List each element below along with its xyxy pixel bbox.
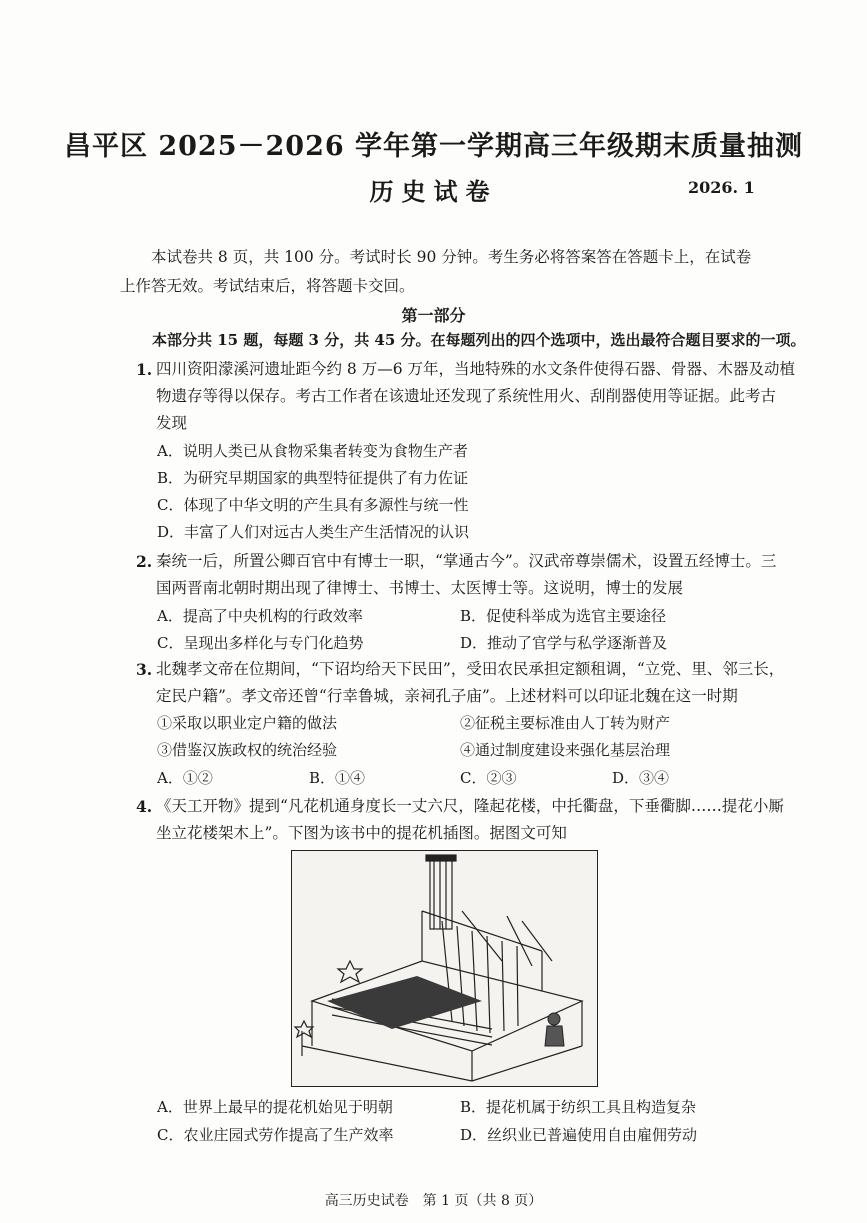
exam-instructions: 本试卷共 8 页，共 100 分。考试时长 90 分钟。考生务必将答案答在答题卡上，在试卷上作答无效。考试结束后，将答题卡交回。 xyxy=(120,248,752,295)
option-a[interactable]: A．①② xyxy=(157,769,213,787)
option-b[interactable]: B．促使科举成为选官主要途径 xyxy=(460,607,667,625)
question-number: 2. xyxy=(136,552,153,571)
section-instruction: 本部分共 15 题，每题 3 分，共 45 分。在每题列出的四个选项中，选出最符合题目要求的一项。 xyxy=(152,331,806,349)
loom-drawing xyxy=(292,851,597,1086)
section-title: 第一部分 xyxy=(401,306,466,325)
question-stem-line: 《天工开物》提到“凡花机通身度长一丈六尺，隆起花楼，中托衢盘，下垂衢脚……提花小厮 xyxy=(156,797,784,815)
question-stem-line: 定民户籍”。孝文帝还曾“行幸鲁城，亲祠孔子庙”。上述材料可以印证北魏在这一时期 xyxy=(156,687,738,705)
option-d[interactable]: D．丝织业已普遍使用自由雇佣劳动 xyxy=(460,1126,698,1144)
option-a[interactable]: A．说明人类已从食物采集者转变为食物生产者 xyxy=(157,442,468,460)
exam-title: 昌平区 2025－2026 学年第一学期高三年级期末质量抽测 xyxy=(63,131,804,162)
exam-subject: 历史试卷 xyxy=(369,177,498,206)
ratchet-wheel xyxy=(338,961,362,982)
option-d[interactable]: D．推动了官学与私学逐渐普及 xyxy=(460,634,668,652)
option-a[interactable]: A．提高了中央机构的行政效率 xyxy=(157,607,363,625)
statement-3: ③借鉴汉族政权的统治经验 xyxy=(157,741,338,759)
drawloom-illustration xyxy=(291,850,598,1087)
woven-cloth xyxy=(327,976,482,1029)
loom-tower xyxy=(430,859,452,929)
question-stem-line: 发现 xyxy=(156,414,188,432)
question-stem-line: 北魏孝文帝在位期间，“下诏均给天下民田”，受田农民承担定额租调，“立党、里、邻三长， xyxy=(156,660,785,678)
option-c[interactable]: C．体现了中华文明的产生具有多源性与统一性 xyxy=(157,496,469,514)
option-c[interactable]: C．呈现出多样化与专门化趋势 xyxy=(157,634,364,652)
exam-date: 2026. 1 xyxy=(688,178,755,197)
option-b[interactable]: B．提花机属于纺织工具且构造复杂 xyxy=(460,1098,697,1116)
question-stem-line: 秦统一后，所置公卿百官中有博士一职，“掌通古今”。汉武帝尊崇儒术，设置五经博士。三 xyxy=(156,552,777,570)
option-c[interactable]: C．②③ xyxy=(460,769,517,787)
question-number: 4. xyxy=(136,797,153,816)
question-stem-line: 物遗存等得以保存。考古工作者在该遗址还发现了系统性用火、刮削器使用等证据。此考古 xyxy=(156,387,777,405)
statement-1: ①采取以职业定户籍的做法 xyxy=(157,714,338,732)
option-b[interactable]: B．为研究早期国家的典型特征提供了有力佐证 xyxy=(157,469,469,487)
question-stem-line: 坐立花楼架木上”。下图为该书中的提花机插图。据图文可知 xyxy=(156,824,567,842)
option-c[interactable]: C．农业庄园式劳作提高了生产效率 xyxy=(157,1126,394,1144)
option-d[interactable]: D．丰富了人们对远古人类生产生活情况的认识 xyxy=(157,523,470,541)
option-b[interactable]: B．①④ xyxy=(309,769,366,787)
question-stem-line: 四川资阳濛溪河遗址距今约 8 万—6 万年，当地特殊的水文条件使得石器、骨器、木器及动植 xyxy=(156,360,796,378)
statement-4: ④通过制度建设来强化基层治理 xyxy=(460,741,671,759)
question-number: 3. xyxy=(136,660,153,679)
ratchet-wheel xyxy=(295,1021,313,1037)
option-d[interactable]: D．③④ xyxy=(612,769,670,787)
statement-2: ②征税主要标准由人丁转为财产 xyxy=(460,714,671,732)
page-footer: 高三历史试卷 第 1 页（共 8 页） xyxy=(324,1193,543,1209)
weaver-figure xyxy=(548,1013,560,1025)
option-a[interactable]: A．世界上最早的提花机始见于明朝 xyxy=(157,1098,393,1116)
question-stem-line: 国两晋南北朝时期出现了律博士、书博士、太医博士等。这说明，博士的发展 xyxy=(156,579,684,597)
question-number: 1. xyxy=(136,360,153,379)
